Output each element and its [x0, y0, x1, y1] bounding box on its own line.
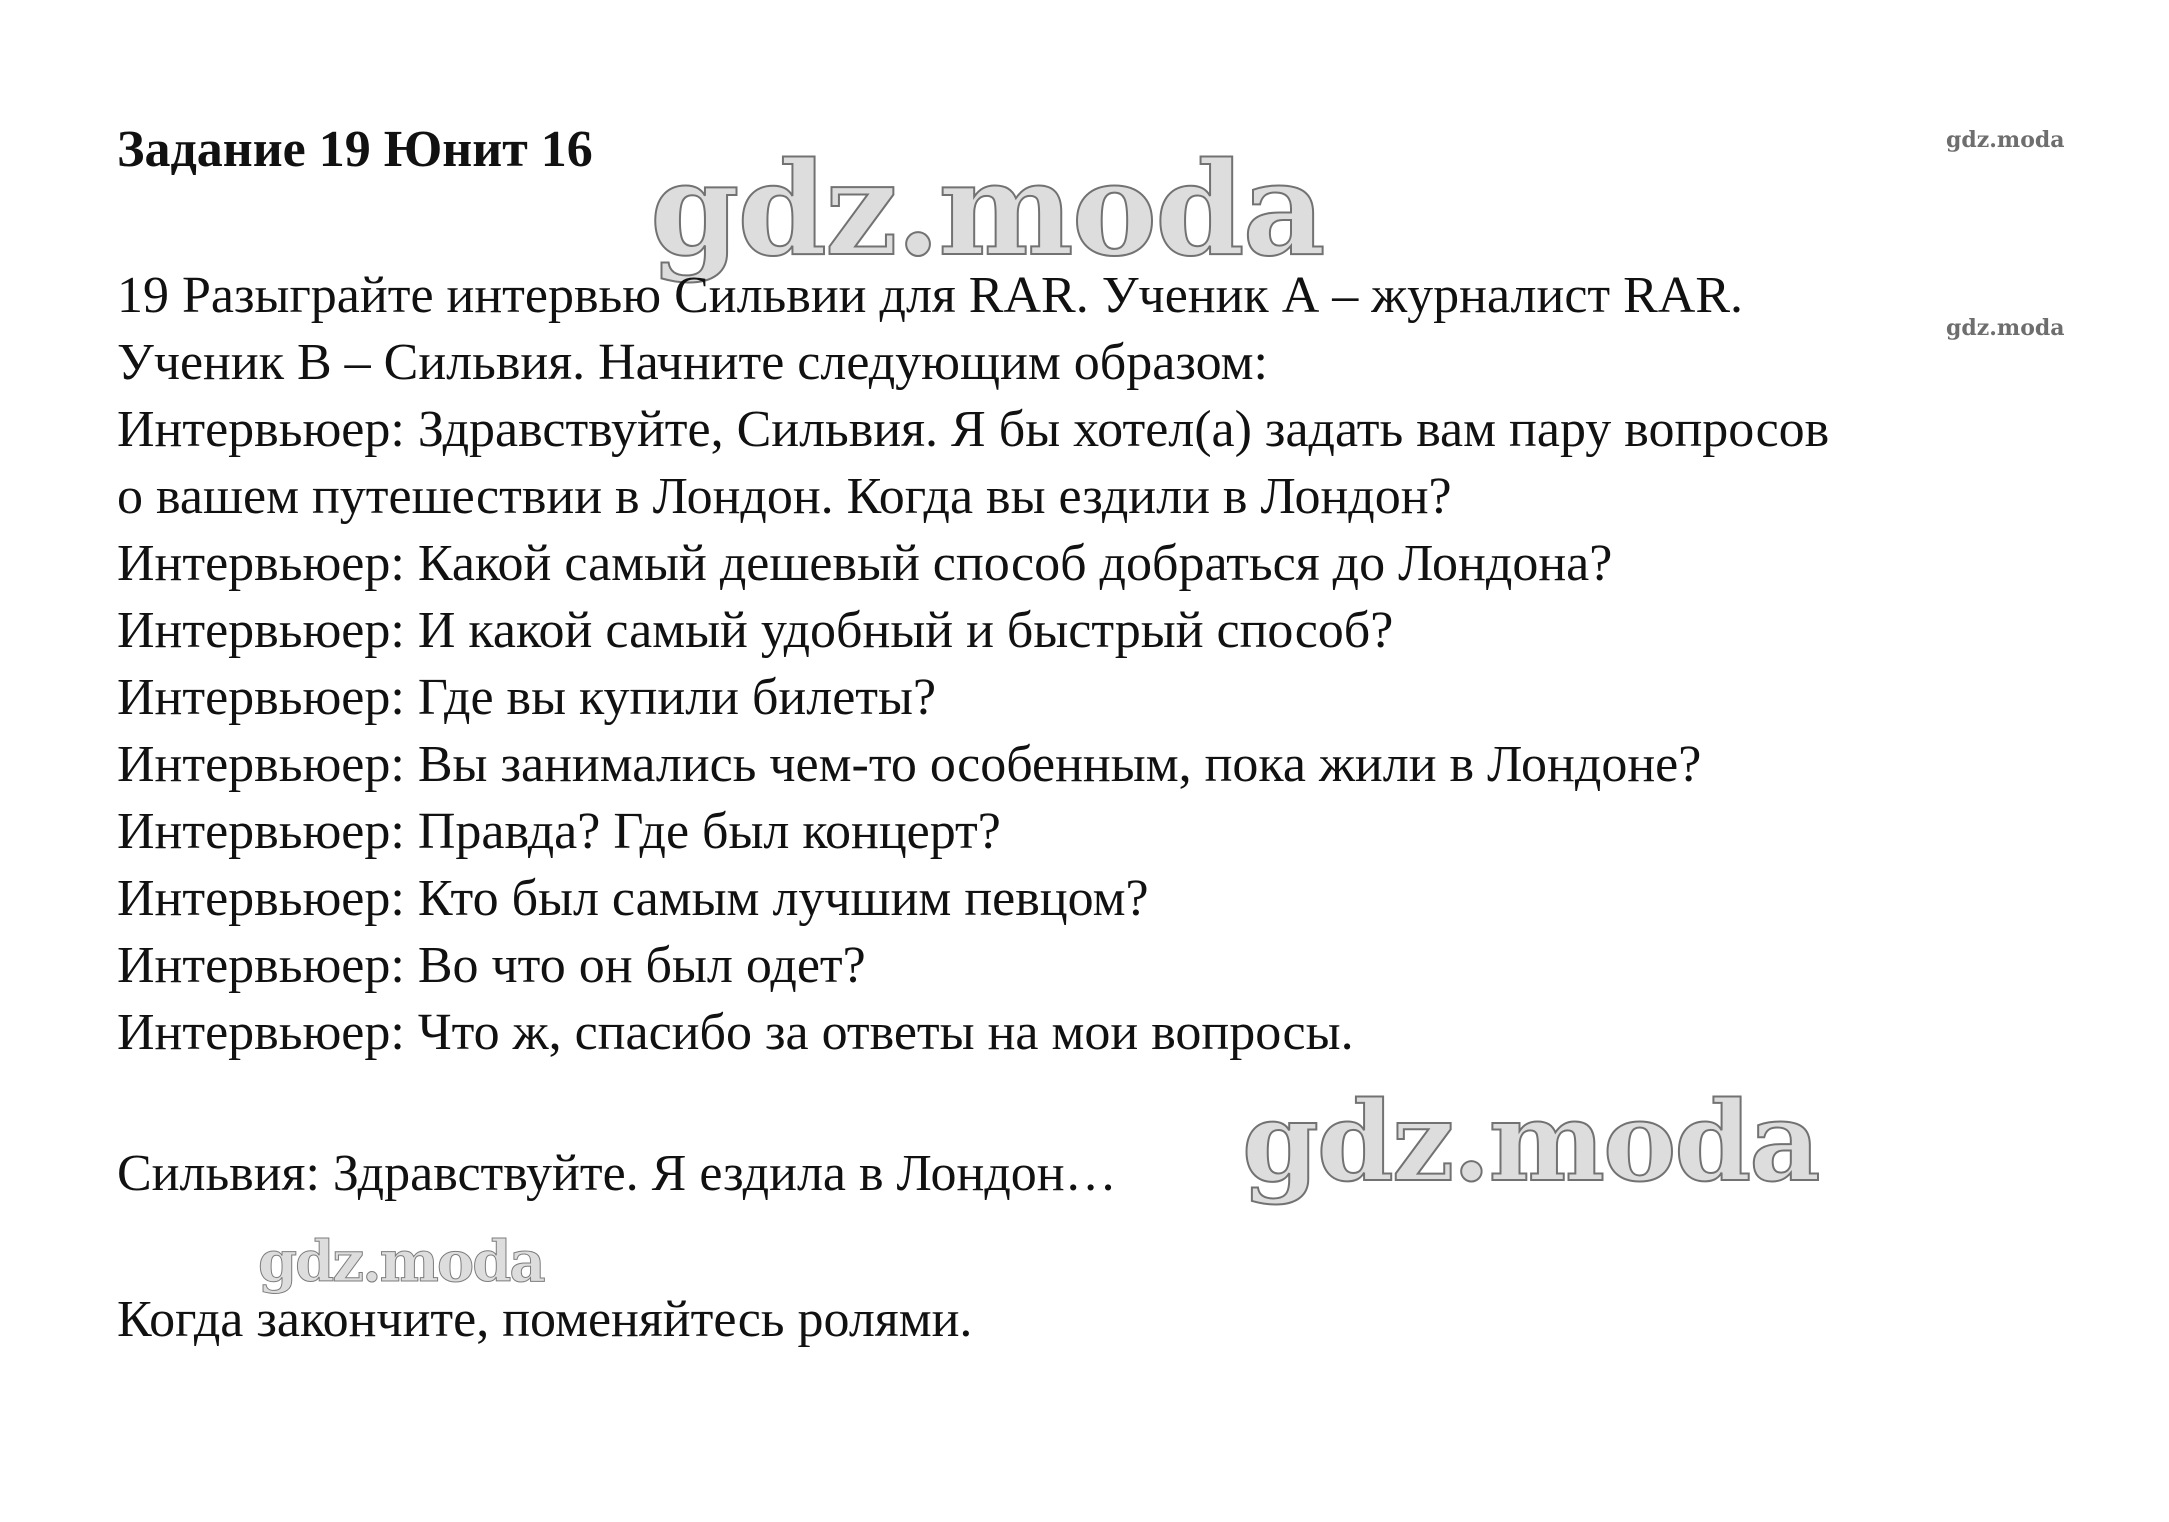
speaker-label: Интервьюер:: [117, 937, 405, 994]
dialogue-text: Кто был самым лучшим певцом?: [417, 870, 1149, 927]
watermark-logo-bottom: gdz.moda: [1242, 1077, 1819, 1206]
sylvia-answer: Сильвия: Здравствуйте. Я ездила в Лондон…: [117, 1145, 1117, 1202]
watermark-small-middle: gdz.moda: [1946, 315, 2065, 341]
dialogue-line: [117, 731, 2067, 798]
dialogue-line: [117, 798, 2067, 865]
dialogue-text: И какой самый удобный и быстрый способ?: [417, 602, 1394, 659]
dialogue-text: Где вы купили билеты?: [417, 669, 937, 726]
dialogue-text: Какой самый дешевый способ добраться до Лондона?: [417, 535, 1613, 592]
speaker-label: Интервьюер:: [117, 602, 405, 659]
speaker-label: Интервьюер:: [117, 669, 405, 726]
dialogue-text: Здравствуйте, Сильвия. Я бы хотел(а) задать вам пару вопросов: [417, 401, 1830, 458]
dialogue-line: [117, 463, 2067, 530]
speaker-label: Интервьюер:: [117, 535, 405, 592]
dialogue-list: [117, 396, 2067, 1066]
dialogue-line: [117, 396, 2067, 463]
speaker-label: Интервьюер:: [117, 870, 405, 927]
dialogue-text: Вы занимались чем-то особенным, пока жили в Лондоне?: [417, 736, 1702, 793]
speaker-label: Интервьюер:: [117, 736, 405, 793]
task-instructions: [117, 262, 2067, 396]
watermark-small-top: gdz.moda: [1946, 127, 2065, 153]
speaker-label: Интервьюер:: [117, 1004, 405, 1061]
closing-instruction: Когда закончите, поменяйтесь ролями.: [117, 1291, 973, 1348]
dialogue-line: [117, 597, 2067, 664]
watermark-logo-top: gdz.moda: [650, 135, 1324, 285]
dialogue-line: [117, 932, 2067, 999]
dialogue-line: [117, 865, 2067, 932]
dialogue-line: [117, 999, 2067, 1066]
dialogue-line: [117, 664, 2067, 731]
dialogue-line: [117, 530, 2067, 597]
speaker-label: Интервьюер:: [117, 803, 405, 860]
dialogue-text: о вашем путешествии в Лондон. Когда вы ездили в Лондон?: [117, 468, 1452, 525]
dialogue-text: Что ж, спасибо за ответы на мои вопросы.: [417, 1004, 1354, 1061]
watermark-logo-small: gdz.moda: [258, 1229, 544, 1295]
speaker-label: Интервьюер:: [117, 401, 405, 458]
task-line-1: 19 Разыграйте интервью Сильвии для RAR. Ученик А – журналист RAR.: [117, 267, 1744, 324]
task-line-2: Ученик В – Сильвия. Начните следующим образом:: [117, 334, 1268, 391]
page-title: Задание 19 Юнит 16: [117, 121, 593, 178]
dialogue-text: Во что он был одет?: [417, 937, 866, 994]
dialogue-text: Правда? Где был концерт?: [417, 803, 1001, 860]
